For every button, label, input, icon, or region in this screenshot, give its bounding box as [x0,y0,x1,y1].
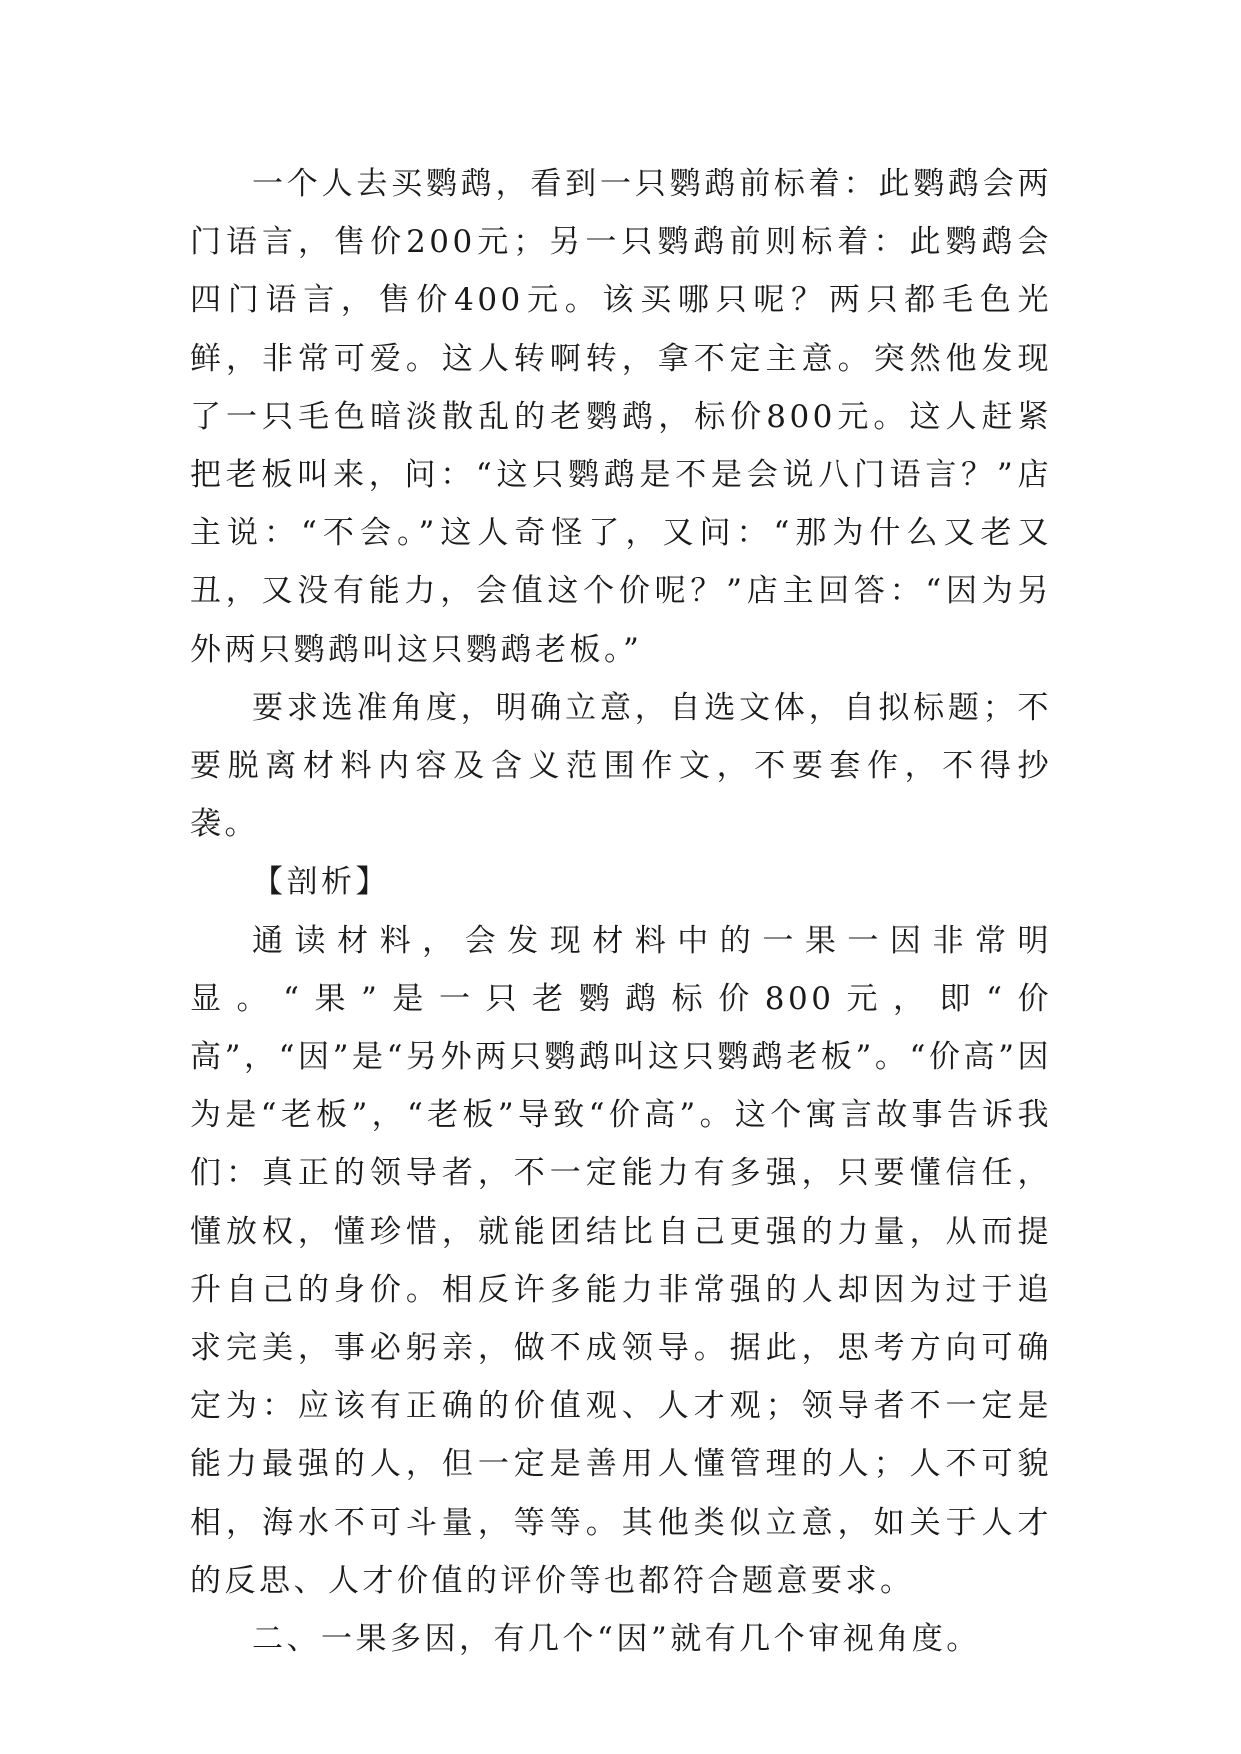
section-two-paragraph: 二、一果多因，有几个“因”就有几个审视角度。 [252,1621,981,1658]
document-page [190,155,1052,1668]
analysis-paragraph: 通读材料，会发现材料中的一果一因非常明显。“果”是一只老鹦鹉标价800元，即“价高”，“因”是“另外两只鹦鹉叫这只鹦鹉老板”。“价高”因为是“老板”，“老板”导致“价高”。这个寓言故事告诉我们：真正的领导者，不一定能力有多强，只要懂信任，懂放权，懂珍惜，就能团结比自己更强的力量，从而提升自己的身价。相反许多能力非常强的人却因为过于追求完美，事必躬亲，做不成领导。据此，思考方向可确定为：应该有正确的价值观、人才观；领导者不一定是能力最强的人，但一定是善用人懂管理的人；人不可貌相，海水不可斗量，等等。其他类似立意，如关于人才的反思、人才价值的评价等也都符合题意要求。 [190,922,1052,1599]
analysis-heading: 【剖析】 [252,864,390,901]
requirement-paragraph: 要求选准角度，明确立意，自选文体，自拟标题；不要脱离材料内容及含义范围作文，不要套作，不得抄袭。 [190,689,1052,843]
story-paragraph: 一个人去买鹦鹉，看到一只鹦鹉前标着：此鹦鹉会两门语言，售价200元；另一只鹦鹉前则标着：此鹦鹉会四门语言，售价400元。该买哪只呢？两只都毛色光鲜，非常可爱。这人转啊转，拿不定主意。突然他发现了一只毛色暗淡散乱的老鹦鹉，标价800元。这人赶紧把老板叫来，问：“这只鹦鹉是不是会说八门语言？”店主说：“不会。”这人奇怪了，又问：“那为什么又老又丑，又没有能力，会值这个价呢？”店主回答：“因为另外两只鹦鹉叫这只鹦鹉老板。” [190,166,1052,668]
